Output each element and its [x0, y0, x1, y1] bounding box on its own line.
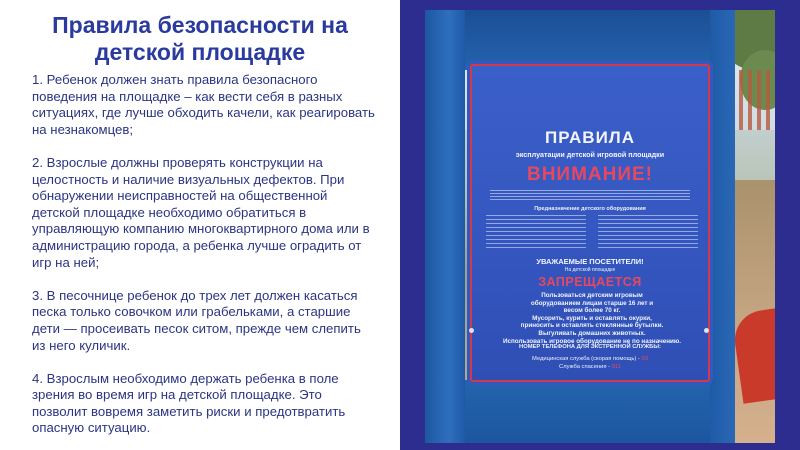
sign-equipment-columns	[486, 215, 698, 251]
sign-rule-line: Мусорить, курить и оставлять окурки,	[532, 314, 652, 322]
photo-fence	[730, 70, 775, 130]
photo-post-bottom	[465, 380, 710, 443]
playground-sign-photo	[425, 10, 775, 443]
photo-post-top	[465, 10, 710, 70]
slide-title: Правила безопасности на детской площадке	[52, 12, 348, 65]
contact-number: 03	[641, 356, 648, 362]
sign-rule-line: приносить и оставлять стеклянные бутылки.	[520, 322, 664, 330]
photo-pillar-left	[425, 10, 465, 443]
sign-equipment-column	[486, 215, 586, 251]
sign-fineprint	[490, 190, 690, 200]
rule-paragraph-2: 2. Взрослые должны проверять конструкции на целостность и наличие визуальных дефектов. При обнаружении неисправностей на общественной детской площадке необходимо обратиться в управляющую компанию многоквартирного дома или в администрацию города, а ребенка лучше оградить от игр на ней;	[32, 154, 370, 270]
sign-subtitle: эксплуатации детской игровой площадки	[515, 150, 665, 159]
sign-rule-line: Пользоваться детским игровым	[541, 292, 643, 299]
sign-phone-heading: НОМЕР ТЕЛЕФОНА ДЛЯ ЭКСТРЕННОЙ СЛУЖБЫ:	[519, 344, 661, 350]
contact-label: Служба спасения -	[559, 363, 611, 370]
rule-paragraph-1: 1. Ребенок должен знать правила безопасного поведения на площадке – как вести себя в разных ситуациях, где лучше обходить качели, как реагировать на незнакомцев;	[32, 72, 375, 137]
sign-rule-line: Выгуливать домашних животных.	[538, 329, 646, 337]
sign-visitors-subheading: На детской площадке	[564, 267, 616, 273]
sign-rule-line: Использовать игровое оборудование не по назначению.	[502, 337, 682, 345]
photo-pillar-right	[710, 10, 735, 443]
sign-attention: ВНИМАНИЕ!	[526, 164, 654, 185]
contact-label: Медицинская служба (скорая помощь) -	[532, 356, 640, 362]
sign-equipment-column	[598, 215, 698, 251]
rule-paragraph-4: 4. Взрослым необходимо держать ребенка в поле зрения во время игр на детской площадке. Это позволит вовремя заметить риски и предотвратить опасную ситуацию.	[32, 370, 346, 436]
sign-rule-line: оборудованием лицам старше 16 лет и	[530, 299, 654, 307]
bolt-icon	[704, 328, 709, 333]
contact-number: 911	[611, 363, 621, 370]
sign-contact-line	[480, 364, 700, 372]
rule-paragraph-3: 3. В песочнице ребенок до трех лет должен касаться песка только совочком или грабельками, а старшие дети — просеивать песок ситом, прежде чем слепить из него куличик.	[32, 287, 361, 353]
sign-forbidden-heading: ЗАПРЕЩАЕТСЯ	[538, 275, 642, 289]
sign-title: ПРАВИЛА	[544, 128, 636, 147]
rules-text	[32, 72, 377, 437]
sign-contacts	[480, 356, 700, 371]
sign-rules-list	[484, 292, 700, 345]
bolt-icon	[469, 328, 474, 333]
sign-contact-line	[480, 356, 700, 364]
sign-visitors-heading: УВАЖАЕМЫЕ ПОСЕТИТЕЛИ!	[536, 257, 644, 266]
photo-frame	[400, 0, 800, 450]
sign-rule-line: весом более 70 кг.	[563, 307, 621, 315]
rules-sign	[470, 64, 710, 382]
sign-equipment-heading: Предназначение детского оборудования	[534, 206, 646, 212]
sign-content	[480, 72, 700, 374]
